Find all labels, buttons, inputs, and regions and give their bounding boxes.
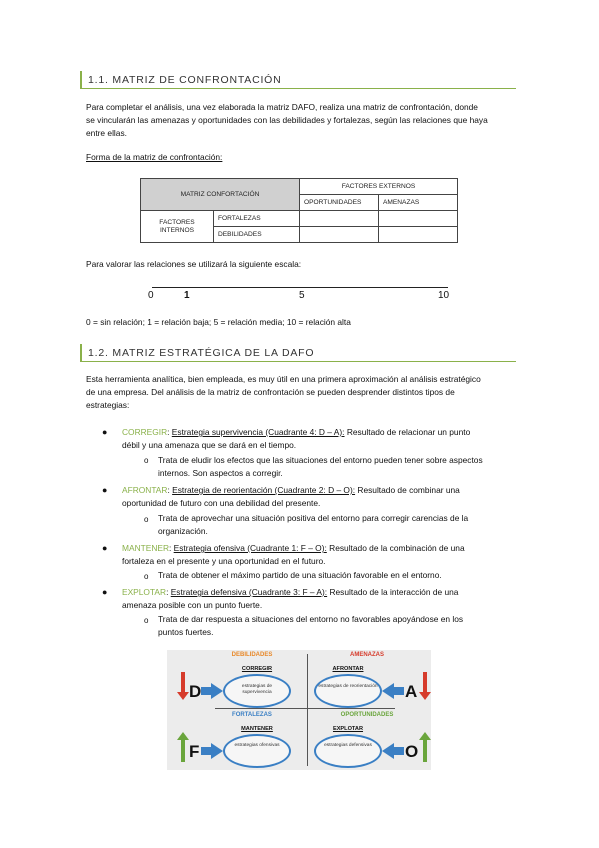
strategy-key: AFRONTAR: [122, 485, 168, 495]
strategy-text: amenaza posible con un punto fuerte.: [122, 600, 263, 611]
red-down-arrow-icon: [419, 672, 431, 700]
scale-line: [152, 287, 448, 288]
letter-o: O: [405, 742, 419, 761]
intro-line: entre ellas.: [86, 128, 127, 139]
sub-bullet-icon: o: [144, 456, 149, 465]
form-label: Forma de la matriz de confrontación:: [86, 152, 223, 162]
fortalezas-row: FORTALEZAS: [214, 211, 300, 227]
factores-internos: FACTORES INTERNOS: [141, 211, 214, 243]
strategy-text: débil y una amenaza que se dará en el tiempo.: [122, 440, 297, 451]
amenazas-header: AMENAZAS: [379, 195, 458, 211]
afrontar-title: AFRONTAR: [332, 666, 364, 672]
scale-tick: 10: [438, 290, 450, 301]
sub-line: Trata de dar respuesta a situaciones del entorno no favorables apoyándose en los: [158, 614, 464, 624]
strategy-key: MANTENER: [122, 543, 169, 553]
debilidades-row: DEBILIDADES: [214, 227, 300, 243]
explotar-text: estrategias defensivas: [324, 743, 372, 748]
strategy-title: Estrategia defensiva (Cuadrante 3: F – A):: [170, 587, 328, 597]
confrontation-matrix-table: [140, 178, 458, 243]
green-up-arrow-icon: [177, 732, 189, 762]
label-debilidades: DEBILIDADES: [231, 652, 273, 658]
cell: [300, 211, 379, 227]
intro-line: Para completar el análisis, una vez elaborada la matriz DAFO, realiza una matriz de confrontación, donde: [86, 102, 478, 112]
sub-line: Trata de eludir los efectos que las situaciones del entorno pueden tener sobre aspectos: [158, 455, 483, 465]
factores-externos: FACTORES EXTERNOS: [300, 179, 458, 195]
strategy-text: oportunidad de futuro con una debilidad del presente.: [122, 498, 321, 509]
sub-line: Trata de aprovechar una situación positiva del entorno para corregir carencias de la: [158, 513, 469, 523]
intro-line: se vincularán las amenazas y oportunidades con las debilidades y fortalezas, según las relaciones que haya: [86, 115, 488, 126]
sub-bullet-icon: o: [144, 515, 149, 524]
strategy-sub: [158, 512, 514, 538]
strategy-sub: [158, 454, 514, 480]
mantener-title: MANTENER: [241, 726, 273, 732]
intro-line: Esta herramienta analítica, bien empleada, es muy útil en una primera aproximación al análisis estratégico: [86, 374, 481, 384]
sub-bullet-icon: o: [144, 572, 149, 581]
strategy-text: fortaleza en el presente y una oportunidad en el futuro.: [122, 556, 326, 567]
arrow-left-bottom-icon: [201, 743, 223, 759]
bullet-icon: ●: [102, 485, 108, 495]
strategy-text: Resultado de combinar una: [355, 485, 460, 495]
sub-line: Trata de obtener el máximo partido de una situación favorable en el entorno.: [158, 570, 442, 580]
scale-tick: 0: [148, 290, 154, 301]
letter-d: D: [189, 682, 202, 701]
intro-paragraph-2: [86, 373, 514, 413]
mantener-text: estrategias ofensivas: [234, 743, 280, 748]
diagram-arrows: [167, 650, 431, 770]
section-heading-confrontacion: 1.1. MATRIZ DE CONFRONTACIÓN: [80, 71, 516, 89]
section-heading-estrategica: 1.2. MATRIZ ESTRATÉGICA DE LA DAFO: [80, 344, 516, 362]
scale-intro: Para valorar las relaciones se utilizará la siguiente escala:: [86, 259, 302, 269]
strategy-afrontar: AFRONTAR: Estrategia de reorientación (Cuadrante 2: D – O): Resultado de combinar una oportunidad de futuro con una debilidad del presente.: [122, 484, 514, 510]
letter-f: F: [189, 742, 200, 761]
strategy-sub: [158, 613, 514, 639]
bullet-icon: ●: [102, 587, 108, 597]
intro-paragraph: [86, 101, 514, 141]
strategy-key: EXPLOTAR: [122, 587, 167, 597]
letter-a: A: [405, 682, 418, 701]
cell: [379, 227, 458, 243]
sub-line: internos. Son aspectos a corregir.: [158, 468, 283, 479]
strategy-title: Estrategia de reorientación (Cuadrante 2: D – O):: [172, 485, 356, 495]
label-amenazas: AMENAZAS: [350, 652, 384, 658]
arrow-right-top-icon: [382, 683, 404, 699]
strategy-text: Resultado de relacionar un punto: [344, 427, 471, 437]
scale-tick: 5: [299, 290, 305, 301]
red-down-arrow-icon: [177, 672, 189, 700]
dafo-strategy-diagram: [167, 650, 431, 770]
explotar-title: EXPLOTAR: [332, 726, 364, 732]
oportunidades-header: OPORTUNIDADES: [300, 195, 379, 211]
arrow-left-top-icon: [201, 683, 223, 699]
cell: [300, 227, 379, 243]
bullet-icon: ●: [102, 427, 108, 437]
corregir-title: CORREGIR: [241, 666, 273, 672]
matrix-title: MATRIZ CONFORTACIÓN: [141, 179, 300, 211]
strategy-key: CORREGIR: [122, 427, 168, 437]
sub-bullet-icon: o: [144, 616, 149, 625]
intro-line: de una empresa. Del análisis de la matriz de confrontación se pueden desprender distintos tipos de: [86, 387, 455, 398]
label-oportunidades: OPORTUNIDADES: [340, 712, 394, 718]
sub-line: organización.: [158, 526, 208, 537]
green-up-arrow-icon: [419, 732, 431, 762]
strategy-mantener: MANTENER: Estrategia ofensiva (Cuadrante 1: F – O): Resultado de la combinación de una fortaleza en el presente y una oportunidad en el futuro.: [122, 542, 514, 568]
bullet-icon: ●: [102, 543, 108, 553]
strategy-text: Resultado de la combinación de una: [326, 543, 465, 553]
cell: [379, 211, 458, 227]
corregir-text: estrategias de supervivencia: [241, 684, 273, 695]
label-fortalezas: FORTALEZAS: [232, 712, 272, 718]
arrow-right-bottom-icon: [382, 743, 404, 759]
scale-tick: 1: [184, 290, 190, 301]
scale-legend: 0 = sin relación; 1 = relación baja; 5 = relación media; 10 = relación alta: [86, 317, 351, 327]
strategy-sub: [158, 569, 514, 582]
strategy-corregir: CORREGIR: Estrategia supervivencia (Cuadrante 4: D – A): Resultado de relacionar un punto débil y una amenaza que se dará en el tiempo.: [122, 426, 514, 452]
strategy-text: Resultado de la interacción de una: [327, 587, 459, 597]
strategy-title: Estrategia supervivencia (Cuadrante 4: D – A):: [171, 427, 345, 437]
sub-line: puntos fuertes.: [158, 627, 214, 638]
intro-line: estrategias:: [86, 400, 130, 411]
strategy-explotar: EXPLOTAR: Estrategia defensiva (Cuadrante 3: F – A): Resultado de la interacción de una amenaza posible con un punto fuerte.: [122, 586, 514, 612]
strategy-title: Estrategia ofensiva (Cuadrante 1: F – O):: [173, 543, 327, 553]
afrontar-text: estrategias de reorientación: [318, 684, 378, 689]
